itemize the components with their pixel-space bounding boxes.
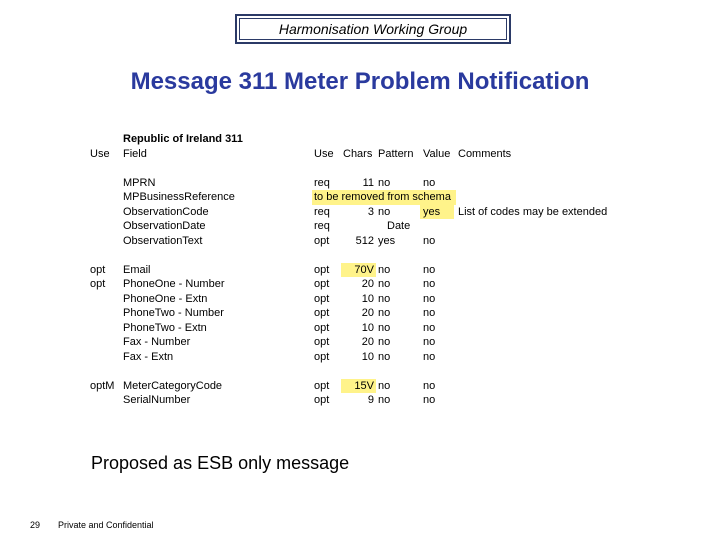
table-row bbox=[90, 379, 630, 394]
row-pattern: no bbox=[378, 336, 391, 348]
row-chars: 10 bbox=[361, 321, 374, 334]
row-use2: opt bbox=[314, 321, 330, 334]
row-chars: 3 bbox=[367, 205, 374, 218]
row-chars: 10 bbox=[361, 350, 374, 363]
row-pattern: no bbox=[378, 176, 391, 189]
row-pattern: no bbox=[378, 321, 391, 334]
row-pattern: no bbox=[378, 307, 391, 319]
table-spacer bbox=[90, 364, 630, 379]
row-value: no bbox=[423, 336, 436, 348]
table-row bbox=[90, 350, 630, 365]
header-label: Harmonisation Working Group bbox=[239, 18, 507, 40]
row-use: opt bbox=[90, 263, 106, 276]
row-field: SerialNumber bbox=[123, 394, 191, 406]
row-value: no bbox=[423, 234, 436, 247]
row-use2: opt bbox=[314, 394, 330, 406]
row-field: Fax - Extn bbox=[123, 350, 174, 363]
row-field: PhoneOne - Extn bbox=[123, 292, 208, 305]
table-row bbox=[90, 205, 630, 220]
row-field: ObservationText bbox=[123, 234, 203, 247]
row-use2: to be removed from schema bbox=[314, 191, 451, 203]
row-value: yes bbox=[423, 205, 441, 218]
col-header-use: Use bbox=[90, 147, 110, 160]
row-chars: 9 bbox=[367, 394, 374, 406]
proposed-note: Proposed as ESB only message bbox=[91, 453, 350, 473]
row-use2: opt bbox=[314, 307, 330, 319]
col-header-field: Field bbox=[123, 147, 147, 160]
col-header-value: Value bbox=[423, 147, 451, 160]
row-use: optM bbox=[90, 379, 115, 392]
field-table bbox=[90, 132, 630, 408]
table-heading-row bbox=[90, 132, 630, 147]
row-value: no bbox=[423, 176, 436, 189]
row-value: no bbox=[423, 292, 436, 305]
table-row bbox=[90, 277, 630, 292]
row-value: no bbox=[423, 394, 436, 406]
row-value: no bbox=[423, 307, 436, 319]
row-field: MPRN bbox=[123, 176, 156, 189]
table-row bbox=[90, 263, 630, 278]
col-header-use2: Use bbox=[314, 147, 334, 160]
row-chars: 15V bbox=[354, 379, 374, 392]
row-use2: opt bbox=[314, 292, 330, 305]
row-chars: 10 bbox=[361, 292, 374, 305]
row-pattern: no bbox=[378, 350, 391, 363]
row-use2: opt bbox=[314, 263, 330, 276]
row-use: opt bbox=[90, 278, 106, 290]
row-field: Email bbox=[123, 263, 151, 276]
row-use2: req bbox=[314, 205, 330, 218]
row-field: MPBusinessReference bbox=[123, 191, 235, 203]
table-row bbox=[90, 292, 630, 307]
table-spacer bbox=[90, 161, 630, 176]
row-field: PhoneTwo - Extn bbox=[123, 321, 207, 334]
row-chars: 20 bbox=[361, 278, 374, 290]
row-field: ObservationCode bbox=[123, 205, 209, 218]
row-use2: opt bbox=[314, 350, 330, 363]
table-header-row bbox=[90, 147, 630, 162]
row-value: no bbox=[423, 350, 436, 363]
table-row bbox=[90, 306, 630, 321]
row-use2: req bbox=[314, 176, 330, 189]
page-title: Message 311 Meter Problem Notification bbox=[130, 68, 590, 95]
row-chars: 70V bbox=[354, 263, 374, 276]
table-row bbox=[90, 335, 630, 350]
table-spacer bbox=[90, 248, 630, 263]
row-pattern: no bbox=[378, 278, 391, 290]
table-row bbox=[90, 393, 630, 408]
row-use2: opt bbox=[314, 278, 330, 290]
table-row bbox=[90, 176, 630, 191]
row-value: no bbox=[423, 263, 436, 276]
row-value: no bbox=[423, 321, 436, 334]
row-use2: opt bbox=[314, 336, 330, 348]
table-row bbox=[90, 219, 630, 234]
table-row bbox=[90, 190, 630, 205]
row-use2: req bbox=[314, 220, 330, 232]
row-chars: 20 bbox=[361, 336, 374, 348]
col-header-pattern: Pattern bbox=[378, 147, 414, 160]
header-box bbox=[235, 14, 511, 44]
row-field: MeterCategoryCode bbox=[123, 379, 223, 392]
row-field: PhoneTwo - Number bbox=[123, 307, 224, 319]
col-header-comments: Comments bbox=[458, 147, 512, 160]
footer-confidentiality: Private and Confidential bbox=[58, 520, 154, 530]
row-pattern: no bbox=[378, 394, 391, 406]
row-field: Fax - Number bbox=[123, 336, 191, 348]
row-pattern: no bbox=[378, 379, 391, 392]
row-pattern: no bbox=[378, 205, 391, 218]
row-chars: 11 bbox=[362, 176, 374, 189]
table-row bbox=[90, 234, 630, 249]
row-field: PhoneOne - Number bbox=[123, 278, 225, 290]
table-row bbox=[90, 321, 630, 336]
row-comment: List of codes may be extended bbox=[458, 205, 608, 218]
page-number: 29 bbox=[30, 520, 41, 530]
row-chars: 20 bbox=[361, 307, 374, 319]
row-use2: opt bbox=[314, 234, 330, 247]
row-value: no bbox=[423, 379, 436, 392]
row-pattern: yes bbox=[378, 234, 396, 247]
row-pattern: Date bbox=[387, 220, 411, 232]
row-pattern: no bbox=[378, 263, 391, 276]
table-heading-title: Republic of Ireland 311 bbox=[123, 133, 243, 145]
row-pattern: no bbox=[378, 292, 391, 305]
row-field: ObservationDate bbox=[123, 220, 206, 232]
row-use2: opt bbox=[314, 379, 330, 392]
row-chars: 512 bbox=[355, 234, 374, 247]
col-header-chars: Chars bbox=[343, 147, 373, 160]
row-value: no bbox=[423, 278, 436, 290]
